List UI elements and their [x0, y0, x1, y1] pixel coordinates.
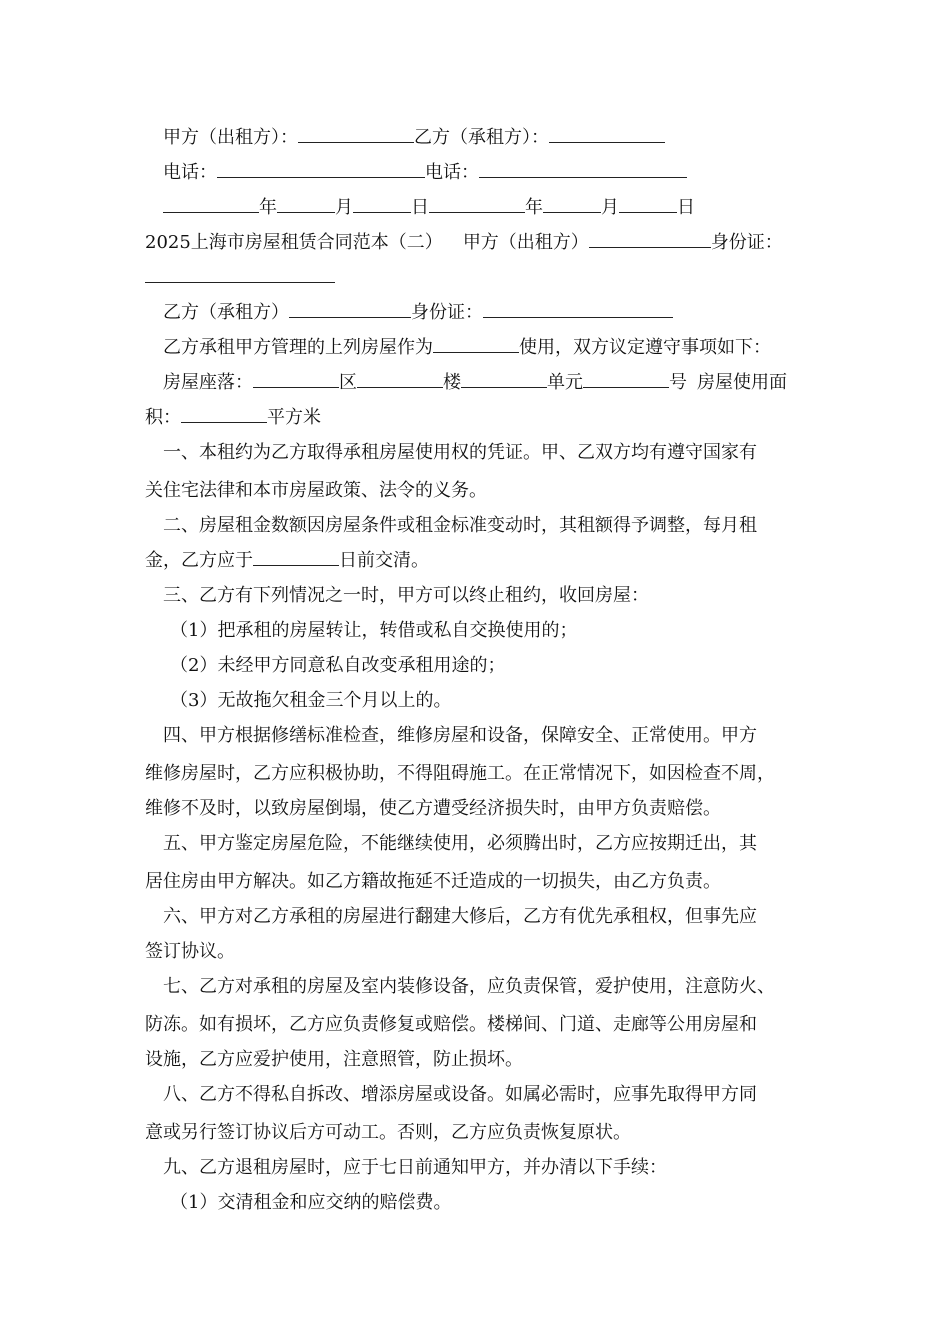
party-b-lessee-label: 乙方（承租方） — [163, 302, 289, 323]
clause-4-line-1: 四、甲方根据修缮标准检查，维修房屋和设备，保障安全、正常使用。甲方 — [163, 725, 757, 746]
title-id-label: 身份证： — [710, 232, 783, 253]
clause-5-line-2: 居住房由甲方解决。如乙方籍故拖延不迁造成的一切损失，由乙方负责。 — [145, 871, 721, 892]
clause-4-line-3: 维修不及时，以致房屋倒塌，使乙方遭受经济损失时，由甲方负责赔偿。 — [145, 798, 721, 819]
clause-1-line-2: 关住宅法律和本市房屋政策、法令的义务。 — [145, 480, 487, 501]
clause-4-line-2: 维修房屋时，乙方应积极协助，不得阻碍施工。在正常情况下，如因检查不周， — [145, 763, 775, 784]
clause-3: 三、乙方有下列情况之一时，甲方可以终止租约，收回房屋： — [163, 585, 649, 606]
party-b-line — [163, 301, 823, 325]
year-a-blank[interactable] — [163, 196, 259, 213]
month-b-label: 月 — [601, 197, 619, 218]
day-a-label: 日 — [411, 197, 429, 218]
title-party-a-label: 甲方（出租方） — [462, 232, 589, 253]
date-line — [163, 196, 823, 220]
day-b-label: 日 — [677, 197, 695, 218]
phone-b-blank[interactable] — [479, 161, 687, 178]
building-blank[interactable] — [357, 371, 443, 388]
location-line — [163, 371, 823, 395]
building-label: 楼 — [443, 372, 461, 393]
clause-9-item-1: （1）交清租金和应交纳的赔偿费。 — [170, 1192, 452, 1213]
clause-3-item-1: （1）把承租的房屋转让，转借或私自交换使用的； — [170, 620, 578, 641]
district-label: 区 — [339, 372, 357, 393]
area-label-2: 积： — [145, 407, 181, 428]
month-b-blank[interactable] — [543, 196, 601, 213]
party-b-lessee-blank[interactable] — [289, 301, 411, 318]
party-b-blank[interactable] — [549, 126, 665, 143]
clause-7-line-2: 防冻。如有损坏，乙方应负责修复或赔偿。楼梯间、门道、走廊等公用房屋和 — [145, 1014, 757, 1035]
day-b-blank[interactable] — [619, 196, 677, 213]
document-title: 2025上海市房屋租赁合同范本（二） — [145, 232, 443, 253]
title-id-blank[interactable] — [145, 266, 335, 283]
clause-5-line-1: 五、甲方鉴定房屋危险，不能继续使用，必须腾出时，乙方应按期迁出，其 — [163, 833, 757, 854]
party-a-blank[interactable] — [298, 126, 414, 143]
month-a-blank[interactable] — [277, 196, 335, 213]
area-line — [145, 406, 805, 430]
number-label: 号 — [669, 372, 687, 393]
year-b-blank[interactable] — [429, 196, 525, 213]
phone-b-label: 电话： — [425, 162, 479, 183]
party-header-line — [163, 126, 823, 150]
clause-8-line-1: 八、乙方不得私自拆改、增添房屋或设备。如属必需时，应事先取得甲方同 — [163, 1084, 757, 1105]
clause-6-line-1: 六、甲方对乙方承租的房屋进行翻建大修后，乙方有优先承租权，但事先应 — [163, 906, 757, 927]
usage-suffix: 使用，双方议定遵守事项如下： — [519, 337, 771, 358]
number-blank[interactable] — [583, 371, 669, 388]
party-a-label: 甲方（出租方）： — [163, 127, 298, 148]
clause-8-line-2: 意或另行签订协议后方可动工。否则，乙方应负责恢复原状。 — [145, 1122, 631, 1143]
usage-blank[interactable] — [433, 336, 519, 353]
party-b-id-label: 身份证： — [411, 302, 483, 323]
clause-7-line-1: 七、乙方对承租的房屋及室内装修设备，应负责保管，爱护使用，注意防火、 — [163, 976, 775, 997]
phone-a-label: 电话： — [163, 162, 217, 183]
payment-day-blank[interactable] — [253, 549, 339, 566]
usage-line — [163, 336, 823, 360]
location-label: 房屋座落： — [163, 372, 253, 393]
year-b-label: 年 — [525, 197, 543, 218]
clause-7-line-3: 设施，乙方应爱护使用，注意照管，防止损坏。 — [145, 1049, 523, 1070]
area-label-1: 房屋使用面 — [697, 372, 787, 393]
clause-2-line-2 — [145, 549, 805, 573]
district-blank[interactable] — [253, 371, 339, 388]
unit-blank[interactable] — [461, 371, 547, 388]
party-b-label: 乙方（承租方）： — [414, 127, 549, 148]
title-id-blank-line — [145, 266, 805, 290]
clause-3-item-3: （3）无故拖欠租金三个月以上的。 — [170, 690, 452, 711]
clause-6-line-2: 签订协议。 — [145, 941, 235, 962]
month-a-label: 月 — [335, 197, 353, 218]
clause-2-line-1: 二、房屋租金数额因房屋条件或租金标准变动时，其租额得予调整，每月租 — [163, 515, 757, 536]
title-line — [145, 231, 805, 255]
party-b-id-blank[interactable] — [483, 301, 673, 318]
clause-2-suffix: 日前交清。 — [339, 550, 429, 571]
clause-2-prefix: 金，乙方应于 — [145, 550, 253, 571]
usage-prefix: 乙方承租甲方管理的上列房屋作为 — [163, 337, 433, 358]
clause-9: 九、乙方退租房屋时，应于七日前通知甲方，并办清以下手续： — [163, 1157, 667, 1178]
phone-a-blank[interactable] — [217, 161, 425, 178]
title-party-a-blank[interactable] — [589, 231, 711, 248]
area-blank[interactable] — [181, 406, 267, 423]
unit-label: 单元 — [547, 372, 583, 393]
clause-1-line-1: 一、本租约为乙方取得承租房屋使用权的凭证。甲、乙双方均有遵守国家有 — [163, 442, 757, 463]
area-unit: 平方米 — [267, 407, 321, 428]
year-a-label: 年 — [259, 197, 277, 218]
phone-line — [163, 161, 823, 185]
clause-3-item-2: （2）未经甲方同意私自改变承租用途的； — [170, 655, 506, 676]
day-a-blank[interactable] — [353, 196, 411, 213]
